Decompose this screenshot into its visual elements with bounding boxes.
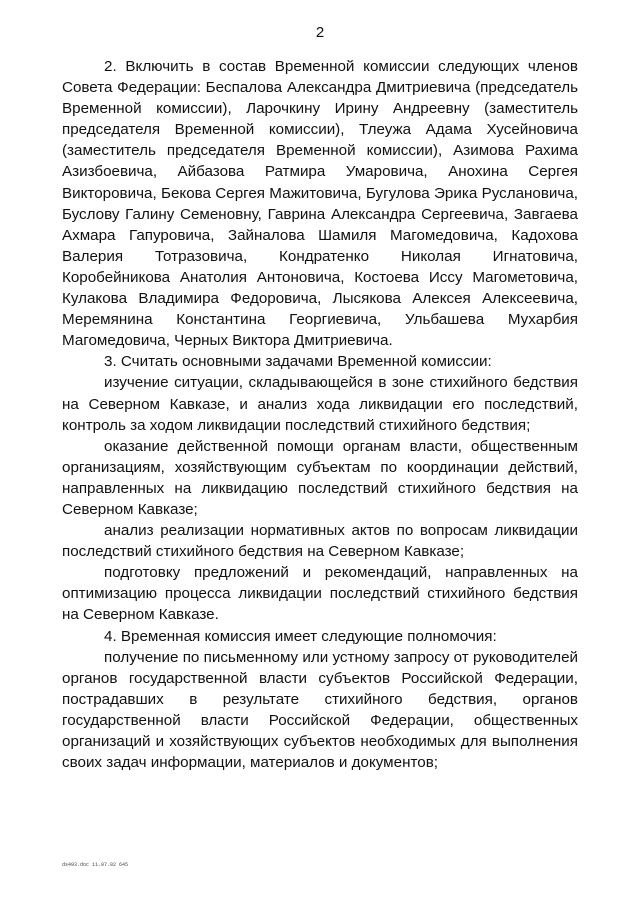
- paragraph-2-members: 2. Включить в состав Временной комиссии следующих членов Совета Федерации: Беспалова Александра Дмитриевича (председатель Временной комиссии), Ларочкину Ирину Андреевну (заместитель председателя Временной комиссии), Тлеужа Адама Хусейновича (заместитель председателя Временной комиссии), Азимова Рахима Азизбоевича, Айбазова Ратмира Умаровича, Анохина Сергея Викторовича, Бекова Сергея Мажитовича, Бугулова Эрика Руслановича, Буслову Галину Семеновну, Гаврина Александра Сергеевича, Завгаева Ахмара Гапуровича, Зайналова Шамиля Магомедовича, Кадохова Валерия Тотразовича, Кондратенко Николая Игнатовича, Коробейникова Анатолия Антоновича, Костоева Иссу Магометовича, Кулакова Владимира Федоровича, Лысякова Алексея Алексеевича, Меремянина Константина Георгиевича, Ульбашева Мухарбия Магомедовича, Черных Виктора Дмитриевича.: [62, 58, 578, 350]
- document-body: [62, 56, 578, 773]
- file-footer: ds493.doc 11.07.02 645: [62, 862, 129, 868]
- paragraph-3-tasks-heading: 3. Считать основными задачами Временной комиссии:: [104, 353, 492, 371]
- task-item-assistance: оказание действенной помощи органам власти, общественным организациям, хозяйствующим субъектам по координации действий, направленных на ликвидацию последствий стихийного бедствия на Северном Кавказе;: [62, 437, 578, 518]
- page-number: 2: [315, 24, 325, 41]
- task-item-study: изучение ситуации, складывающейся в зоне стихийного бедствия на Северном Кавказе, и анализ хода ликвидации его последствий, контроль за ходом ликвидации последствий стихийного бедствия;: [62, 374, 578, 434]
- power-item-requests: получение по письменному или устному запросу от руководителей органов государственной власти субъектов Российской Федерации, пострадавших в результате стихийного бедствия, органов государственной власти Российской Федерации, общественных организаций и хозяйствующих субъектов необходимых для выполнения своих задач информации, материалов и документов;: [62, 648, 578, 772]
- paragraph-4-powers-heading: 4. Временная комиссия имеет следующие полномочия:: [104, 627, 497, 645]
- task-item-proposals: подготовку предложений и рекомендаций, направленных на оптимизацию процесса ликвидации последствий стихийного бедствия на Северном Кавказе.: [62, 564, 578, 624]
- task-item-analysis: анализ реализации нормативных актов по вопросам ликвидации последствий стихийного бедствия на Северном Кавказе;: [62, 522, 578, 561]
